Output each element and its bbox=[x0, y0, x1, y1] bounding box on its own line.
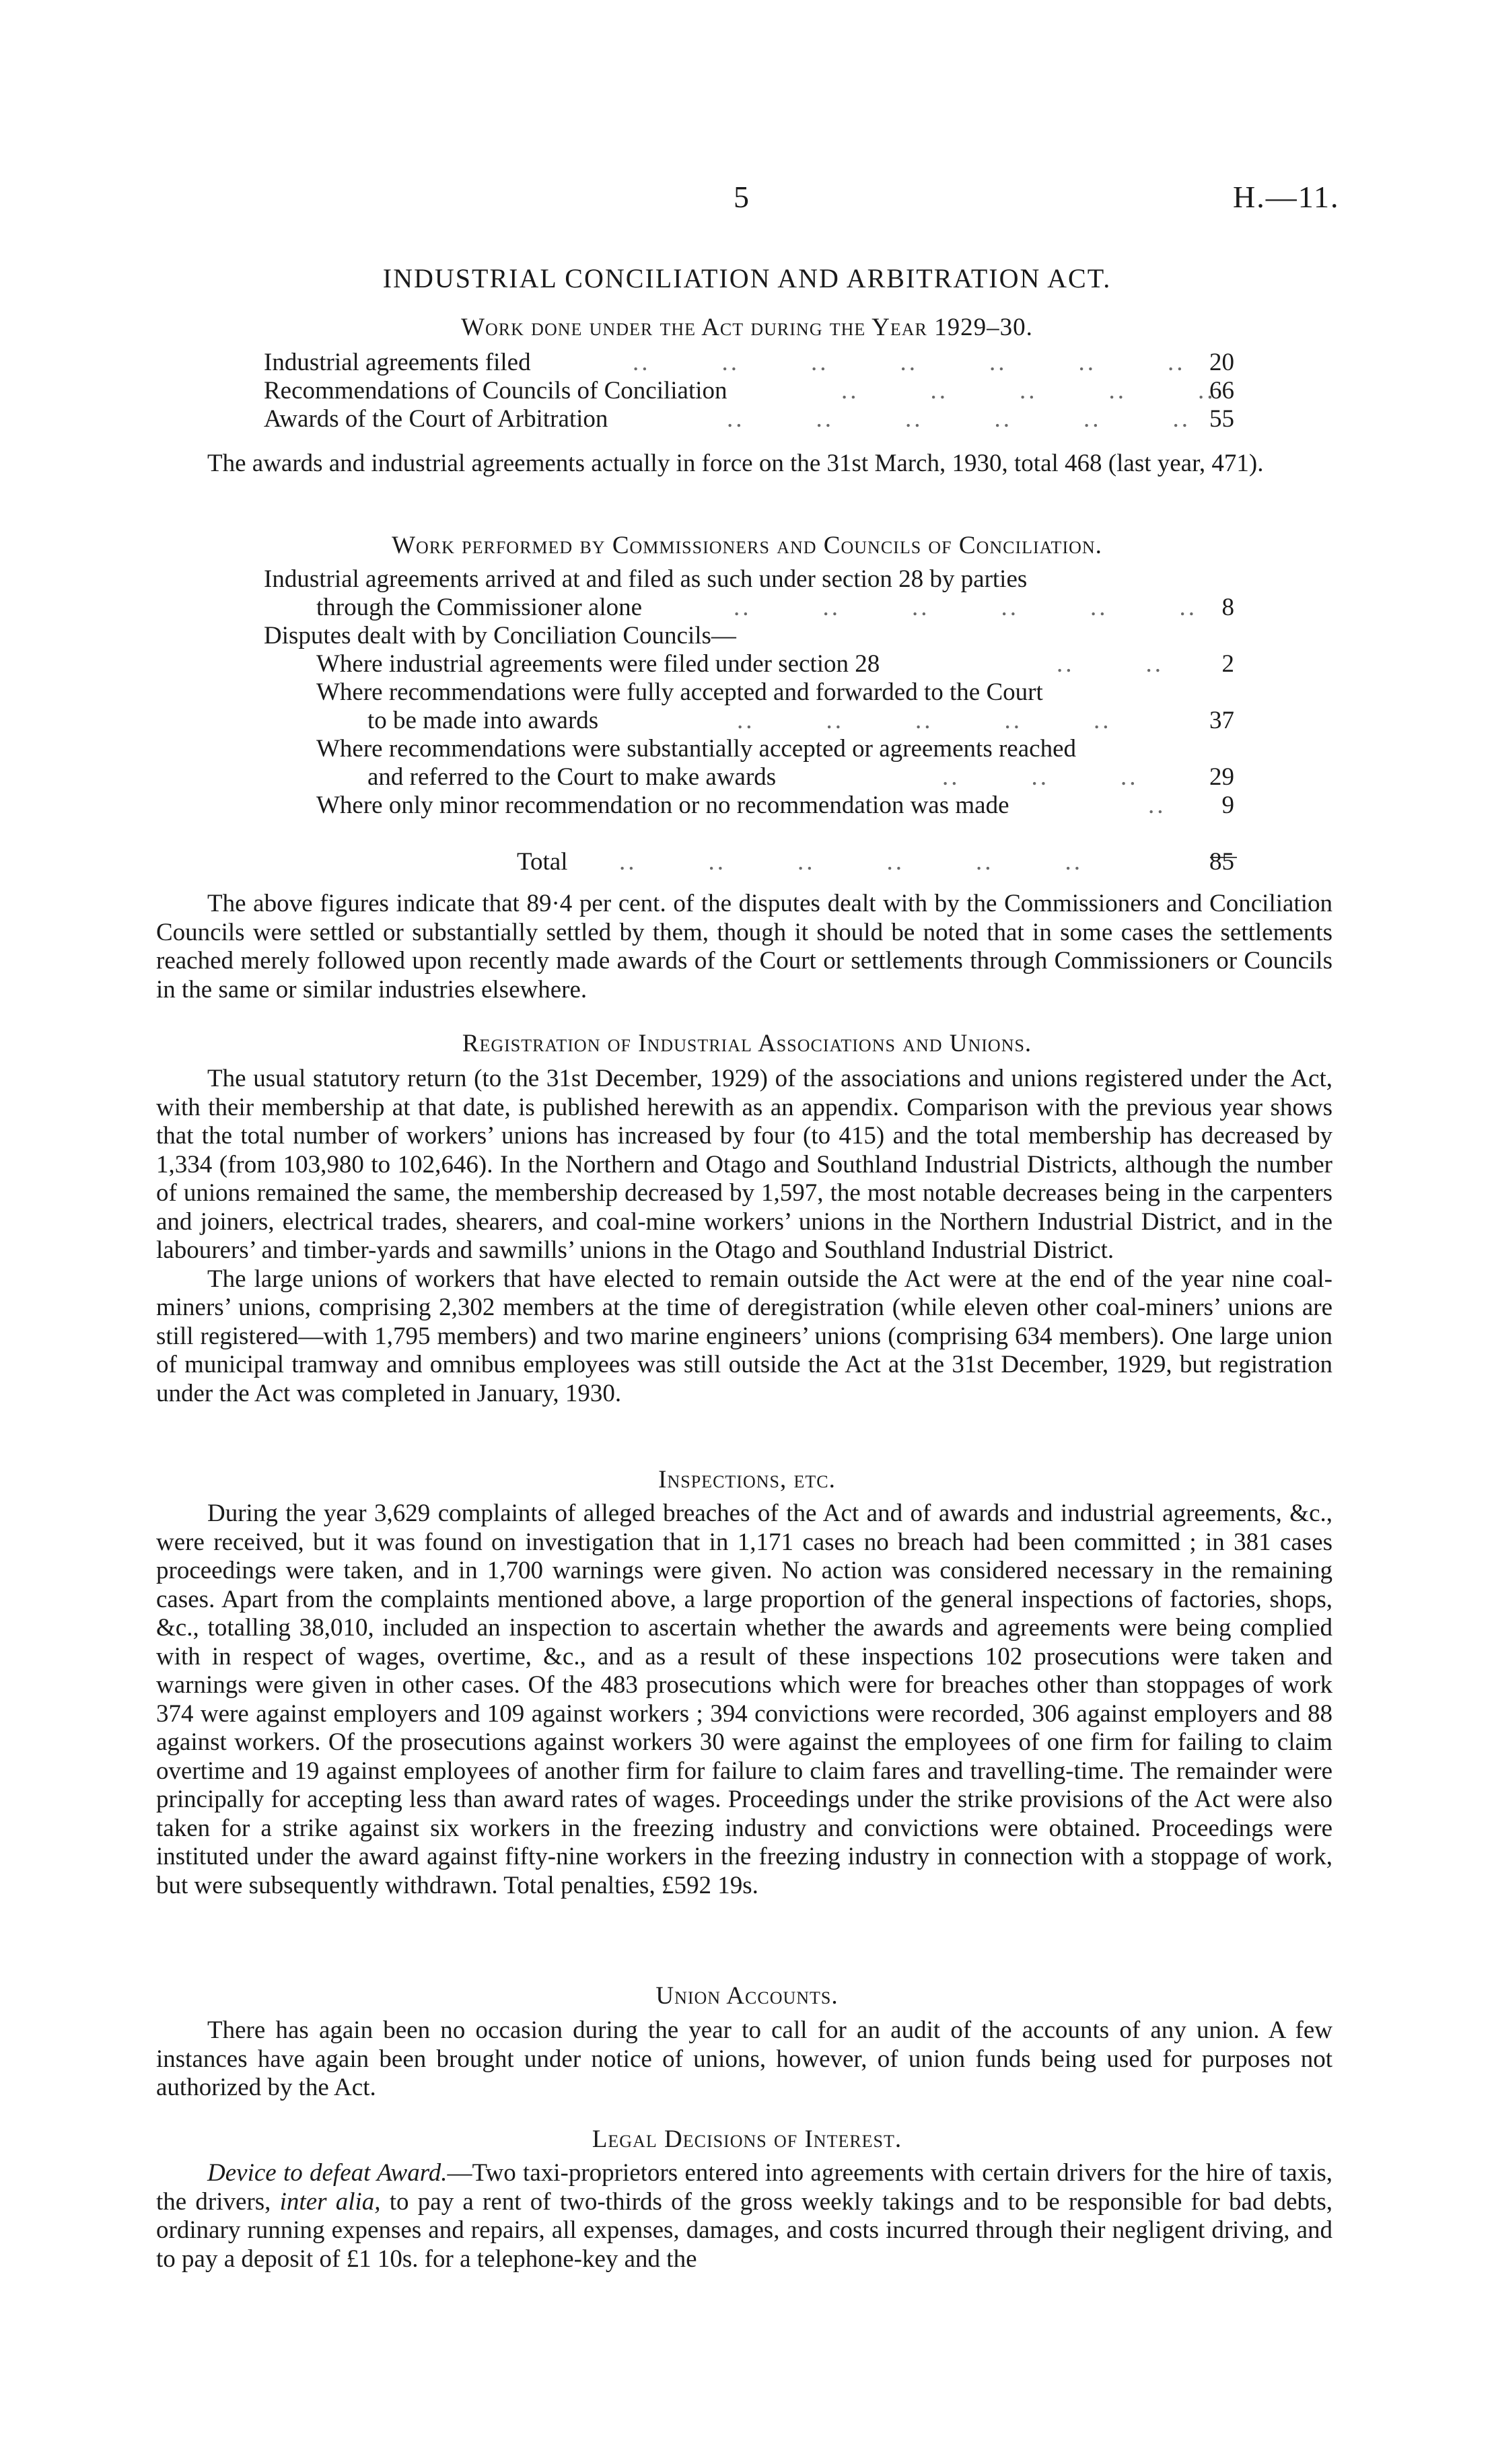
paragraph-text: During the year 3,629 complaints of alleged breaches of the Act and of awards and industrial agreements, &c., were received, but it was found on investigation that in 1,171 cases no breach had been committed ; in 381 cases proceedings were taken, and in 1,700 warnings were given. No action was considered necessary in the remaining cases. Apart from the complaints mentioned above, a large proportion of the general inspections of factories, shops, &c., totalling 38,010, included an inspection to ascertain whether the awards and agreements were being complied with in respect of wages, overtime, &c., and as a result of these inspections 102 prosecutions were taken and warnings were given in other cases. Of the 483 prosecutions which were for breaches other than stoppages of work 374 were against employers and 109 against workers ; 394 convictions were recorded, 306 against employers and 88 against workers. Of the prosecutions against workers 30 were against the employees of one firm for failing to claim overtime and 19 against employees of another firm for failure to claim fares and travelling-time. The remainder were principally for accepting less than award rates of wages. Proceedings under the strike provisions of the Act were also taken for a strike against six workers in the freezing industry and convictions were obtained. Proceedings were instituted under the award against fifty-nine workers in the freezing industry in connection with a stoppage of work, but were subsequently withdrawn. Total penalties, £592 19s. bbox=[156, 1500, 1332, 1899]
leader-dots: .. .. .. bbox=[942, 763, 1139, 791]
table-line: Disputes dealt with by Conciliation Councils— bbox=[264, 622, 736, 649]
table-value: 9 bbox=[1221, 791, 1234, 819]
work-done-heading: Work done under the Act during the Year 1929–30. bbox=[461, 314, 1033, 341]
total-label: Total bbox=[517, 848, 568, 876]
paragraph-text bbox=[156, 2159, 1332, 2274]
main-title: INDUSTRIAL CONCILIATION AND ARBITRATION ACT. bbox=[382, 263, 1112, 293]
leader-dots: .. .. .. .. .. .. .. bbox=[633, 349, 1186, 376]
work-done-row-label: Awards of the Court of Arbitration bbox=[264, 405, 608, 433]
total-value: 85 bbox=[1209, 848, 1234, 876]
union-accounts-heading: Union Accounts. bbox=[655, 1982, 839, 2010]
legal-section bbox=[156, 2159, 1332, 2274]
union-accounts-section bbox=[156, 2016, 1332, 2103]
registration-heading: Registration of Industrial Associations and Unions. bbox=[462, 1030, 1032, 1057]
paragraph-text: The usual statutory return (to the 31st December, 1929) of the associations and unions registered under the Act, with their membership at that date, is published herewith as an appendix. Comparison with the previous year shows that the total number of workers’ unions has increased by four (to 415) and the total membership has decreased by 1,334 (from 103,980 to 102,646). In the Northern and Otago and Southland Industrial Districts, although the number of unions remained the same, the membership decreased by 1,597, the most notable decreases being in the carpenters and joiners, electrical trades, shearers, and coal-mine workers’ unions in the Northern Industrial District, and in the labourers’ and timber-yards and sawmills’ unions in the Otago and Southland Industrial District. bbox=[156, 1065, 1332, 1264]
paragraph-text: The above figures indicate that 89·4 per cent. of the disputes dealt with by the Commissioners and Conciliation Councils were settled or substantially settled by them, though it should be noted that in some cases the settlements reached merely followed upon recently made awards of the Court or settlements through Commissioners or Councils in the same or similar industries elsewhere. bbox=[156, 890, 1332, 1004]
leader-dots: .. .. .. .. .. bbox=[737, 707, 1112, 734]
case-title: Device to defeat Award. bbox=[207, 2159, 448, 2187]
document-code: H.—11. bbox=[1233, 180, 1340, 214]
work-done-row-value: 66 bbox=[1209, 377, 1234, 404]
awards-in-force-paragraph bbox=[156, 450, 1332, 479]
leader-dots: .. .. .. .. .. bbox=[841, 377, 1216, 404]
figures-paragraph bbox=[156, 890, 1332, 1004]
table-value: 2 bbox=[1221, 650, 1234, 678]
commissioners-heading: Work performed by Commissioners and Councils of Conciliation. bbox=[392, 532, 1102, 559]
work-done-row-value: 55 bbox=[1209, 405, 1234, 433]
work-done-row-value: 20 bbox=[1209, 349, 1234, 376]
table-line: Where recommendations were substantially accepted or agreements reached bbox=[316, 735, 1076, 763]
paragraph-text-part: to pay a rent of two-thirds of the gross weekly takings and to be responsible for bad debts, ordinary running expenses and repairs, all expenses, damages, and costs incurred through their negligent driving, and to pay a deposit of £1 10s. for a telephone-key and the bbox=[156, 2187, 1332, 2273]
leader-dots: .. .. bbox=[1057, 650, 1164, 678]
registration-section bbox=[156, 1065, 1332, 1408]
inspections-section bbox=[156, 1500, 1332, 1900]
leader-dots: .. .. .. .. .. .. bbox=[619, 848, 1083, 876]
table-line: through the Commissioner alone bbox=[316, 594, 643, 621]
table-line: to be made into awards bbox=[367, 707, 599, 734]
table-line: Where only minor recommendation or no recommendation was made bbox=[316, 791, 1009, 819]
table-line: and referred to the Court to make awards bbox=[367, 763, 777, 791]
table-value: 37 bbox=[1209, 707, 1234, 734]
leader-dots: .. .. .. .. .. .. bbox=[727, 405, 1190, 433]
paragraph-text: There has again been no occasion during the year to call for an audit of the accounts of any union. A few instances have again been brought under notice of unions, however, of union funds being used for purposes not authorized by the Act. bbox=[156, 2016, 1332, 2101]
table-line: Industrial agreements arrived at and filed as such under section 28 by parties bbox=[264, 565, 1028, 593]
inspections-heading: Inspections, etc. bbox=[658, 1466, 836, 1493]
work-done-row-label: Recommendations of Councils of Conciliation bbox=[264, 377, 727, 404]
legal-heading: Legal Decisions of Interest. bbox=[592, 2125, 902, 2153]
table-line: Where recommendations were fully accepted and forwarded to the Court bbox=[316, 678, 1043, 706]
work-done-row-label: Industrial agreements filed bbox=[264, 349, 531, 376]
table-value: 29 bbox=[1209, 763, 1234, 791]
paragraph-text: The awards and industrial agreements actually in force on the 31st March, 1930, total 468 (last year, 471). bbox=[207, 450, 1264, 477]
table-line: Where industrial agreements were filed under section 28 bbox=[316, 650, 880, 678]
page-number: 5 bbox=[734, 180, 749, 214]
leader-dots: .. bbox=[1148, 791, 1166, 819]
latin-phrase: inter alia, bbox=[279, 2187, 381, 2216]
paragraph-text: The large unions of workers that have elected to remain outside the Act were at the end of the year nine coal-miners’ unions, comprising 2,302 members at the time of deregistration (while eleven other coal-miners’ unions are still registered—with 1,795 members) and two marine engineers’ unions (comprising 634 members). One large union of municipal tramway and omnibus employees was still outside the Act at the 31st December, 1929, but registration under the Act was completed in January, 1930. bbox=[156, 1265, 1332, 1407]
table-value: 8 bbox=[1221, 594, 1234, 621]
paragraph-text-part: —Two taxi-proprietors entered into agreements with certain drivers for the hire of taxis, the drivers, bbox=[156, 2159, 1332, 2216]
leader-dots: .. .. .. .. .. .. bbox=[734, 594, 1197, 621]
